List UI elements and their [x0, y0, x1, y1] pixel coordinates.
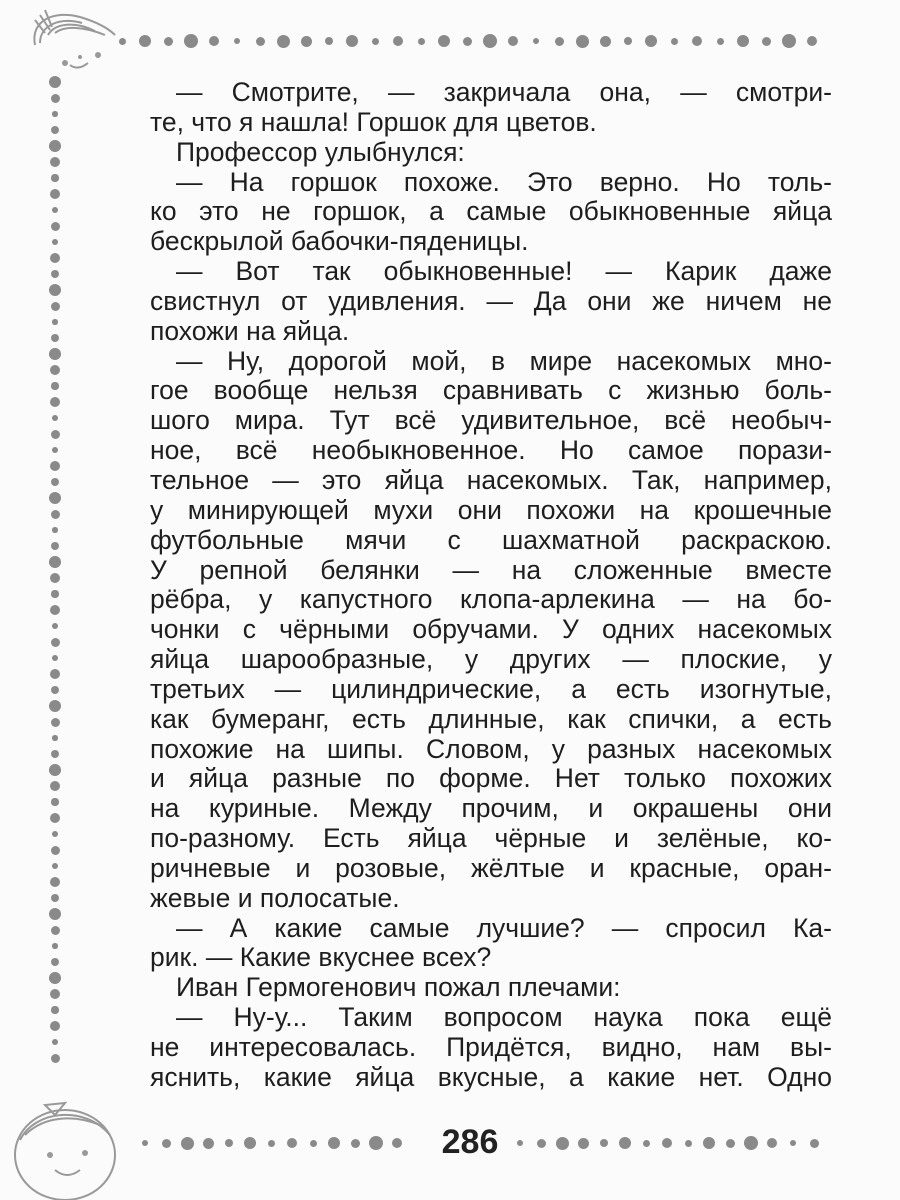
border-dot	[49, 140, 61, 152]
border-dot	[49, 76, 62, 89]
text-line: рик. — Какие вкуснее всех?	[150, 942, 492, 973]
border-dot	[810, 1139, 819, 1148]
border-dot	[51, 718, 60, 727]
border-dot	[744, 1136, 758, 1150]
border-dot	[51, 846, 60, 855]
border-dot	[142, 1140, 148, 1146]
border-dot	[50, 189, 61, 200]
border-dot	[51, 590, 58, 597]
border-dot	[225, 1139, 233, 1147]
border-dot	[600, 36, 611, 47]
text-line: свистнул от удивления. — Да они же ничем не	[150, 285, 832, 316]
border-dot	[51, 686, 59, 694]
text-line: ное, всё необыкновенное. Но самое порази-	[150, 435, 832, 466]
border-dot	[328, 1137, 340, 1149]
border-dot	[51, 270, 59, 278]
border-dot	[578, 1138, 589, 1149]
border-dot	[301, 36, 312, 47]
border-dot	[234, 38, 240, 44]
border-dot	[119, 38, 126, 45]
border-dot	[351, 1139, 360, 1148]
border-dot	[256, 37, 265, 46]
text-line: чонки с чёрными обручами. У одних насекомых	[150, 614, 832, 645]
border-dot	[51, 542, 59, 550]
border-dot	[49, 700, 62, 713]
border-dot	[624, 37, 632, 45]
border-dot	[51, 510, 60, 519]
border-dot	[483, 34, 497, 48]
border-dot	[517, 1140, 523, 1146]
text-line: третьих — цилиндрические, а есть изогнутые,	[150, 673, 832, 704]
text-line: и яйца разные по форме. Нет только похожих	[150, 763, 832, 794]
border-dot	[576, 35, 589, 48]
text-line: ко это не горшок, а самые обыкновенные яйца	[150, 196, 832, 227]
border-dot	[52, 863, 58, 869]
border-dot	[50, 461, 61, 472]
text-line: те, что я нашла! Горшок для цветов.	[150, 106, 597, 137]
text-line: как бумеранг, есть длинные, как спички, а есть	[150, 703, 832, 734]
border-dot	[555, 37, 564, 46]
border-dot	[277, 35, 290, 48]
text-line: у минирующей мухи они похожи на крошечные	[150, 494, 832, 525]
text-line: У репной белянки — на сложенные вместе	[150, 554, 832, 585]
text-line: рёбра, у капустного клопа-арлекина — на бо-	[150, 584, 832, 615]
border-dot	[346, 35, 358, 47]
border-dot	[51, 94, 60, 103]
border-dot	[52, 655, 58, 661]
border-dot	[51, 926, 60, 935]
border-dot	[325, 37, 333, 45]
text-line: гое вообще нельзя сравнивать с жизнью боль-	[150, 375, 832, 406]
text-line: — Вот так обыкновенные! — Карик даже	[176, 256, 832, 287]
border-dot	[52, 831, 58, 837]
text-line: тельное — это яйца насекомых. Так, например,	[150, 464, 832, 495]
border-dot	[51, 750, 59, 758]
border-dot	[392, 1138, 402, 1148]
border-dot	[50, 605, 61, 616]
border-dot	[50, 365, 60, 375]
border-dot	[52, 207, 58, 213]
border-dot	[790, 1140, 796, 1146]
page-number: 286	[441, 1123, 499, 1161]
text-line: — Ну-у... Таким вопросом наука пока ещё	[176, 1002, 832, 1033]
border-dot	[50, 253, 61, 264]
border-dot	[52, 447, 58, 453]
text-line: не интересовалась. Придётся, видно, нам вы-	[150, 1032, 832, 1062]
border-dot	[51, 302, 60, 311]
border-dot	[438, 35, 450, 47]
border-dot	[52, 111, 57, 116]
border-dot	[51, 430, 60, 439]
border-dot	[50, 1021, 61, 1032]
border-dot	[268, 1140, 275, 1147]
border-dot	[49, 908, 62, 921]
border-dot	[50, 573, 60, 583]
border-dot	[369, 1136, 383, 1150]
border-dot	[556, 1137, 569, 1150]
border-dot	[52, 319, 57, 324]
border-dot	[51, 478, 59, 486]
border-dot	[671, 38, 678, 45]
border-dot	[203, 1138, 214, 1149]
border-dot	[310, 1140, 317, 1147]
border-dot	[645, 35, 657, 47]
text-line: шого мира. Тут всё удивительное, всё необыч-	[150, 405, 832, 436]
border-dot	[49, 348, 61, 360]
border-dot	[508, 36, 518, 46]
border-dot	[52, 1039, 58, 1045]
border-dot	[50, 397, 61, 408]
border-dot	[51, 174, 58, 181]
border-dot	[209, 36, 219, 46]
border-dot	[49, 972, 61, 984]
border-dot	[51, 894, 59, 902]
text-line: яйца шарообразные, у других — плоские, у	[150, 644, 832, 675]
border-dot	[49, 556, 61, 568]
border-dot	[418, 38, 425, 45]
border-dot	[51, 126, 59, 134]
border-dot	[533, 38, 539, 44]
border-dot	[50, 989, 60, 999]
border-dot	[50, 157, 60, 167]
border-dot	[51, 1006, 58, 1013]
border-dot	[52, 415, 58, 421]
border-dot	[49, 764, 61, 776]
text-line: на куриные. Между прочим, и окрашены они	[150, 793, 832, 824]
text-line: яснить, какие яйца вкусные, а какие нет. Одно	[150, 1061, 832, 1092]
border-dot	[685, 1140, 692, 1147]
border-dot	[164, 37, 173, 46]
text-line: по-разному. Есть яйца чёрные и зелёные, ко-	[150, 823, 832, 854]
border-dot	[600, 1139, 608, 1147]
border-dot	[717, 38, 724, 45]
border-dot	[244, 1137, 256, 1149]
text-line: — Ну, дорогой мой, в мире насекомых мно-	[176, 345, 832, 376]
text-line: жевые и полосатые.	[150, 882, 400, 913]
border-dot	[726, 1139, 735, 1148]
border-dot	[49, 284, 62, 297]
border-dot	[692, 36, 702, 46]
border-dot	[52, 527, 57, 532]
border-dot	[51, 798, 58, 805]
border-dot	[51, 638, 60, 647]
text-line: — А какие самые лучшие? — спросил Ка-	[176, 912, 832, 943]
text-line: — На горшок похоже. Это верно. Но толь-	[176, 166, 832, 197]
border-dot	[51, 958, 59, 966]
text-line: Иван Гермогенович пожал плечами:	[176, 972, 621, 1003]
border-dot	[181, 1137, 194, 1150]
border-dot	[51, 382, 58, 389]
border-dot	[782, 34, 796, 48]
border-dot	[50, 669, 61, 680]
text-line: похожи на яйца.	[150, 315, 350, 346]
border-dot	[463, 37, 472, 46]
border-dot	[51, 334, 59, 342]
border-dot	[50, 877, 61, 888]
text-line: Профессор улыбнулся:	[176, 136, 465, 167]
border-dot	[807, 36, 817, 46]
border-dot	[52, 943, 57, 948]
border-dot	[50, 813, 61, 824]
text-line: — Смотрите, — закричала она, — смотри-	[176, 77, 832, 107]
text-line: ричневые и розовые, жёлтые и красные, оран-	[150, 852, 832, 883]
border-dot	[737, 35, 749, 47]
border-dot	[372, 38, 379, 45]
border-dot	[762, 37, 771, 46]
page-body-text	[150, 78, 832, 1093]
border-dot	[703, 1137, 715, 1149]
border-dot	[184, 34, 198, 48]
border-dot	[139, 35, 151, 47]
border-dot	[643, 1140, 650, 1147]
girl-face-top-illustration	[10, 5, 120, 80]
border-dot	[537, 1139, 546, 1148]
border-dot	[51, 1054, 60, 1063]
border-dot	[50, 781, 60, 791]
border-dot	[162, 1139, 171, 1148]
text-line: похожие на шипы. Словом, у разных насекомых	[150, 733, 832, 764]
border-dot	[52, 623, 58, 629]
border-dot	[51, 222, 60, 231]
text-line: бескрылой бабочки-пяденицы.	[150, 226, 529, 257]
border-dot	[52, 735, 57, 740]
border-dot	[287, 1138, 297, 1148]
border-dot	[49, 492, 62, 505]
border-dot	[393, 36, 403, 46]
border-dot	[767, 1138, 777, 1148]
border-dot	[619, 1137, 631, 1149]
girl-face-bottom-illustration	[5, 1085, 125, 1200]
border-dot	[52, 239, 58, 245]
border-dot	[662, 1138, 672, 1148]
text-line: футбольные мячи с шахматной раскраскою.	[150, 524, 832, 555]
